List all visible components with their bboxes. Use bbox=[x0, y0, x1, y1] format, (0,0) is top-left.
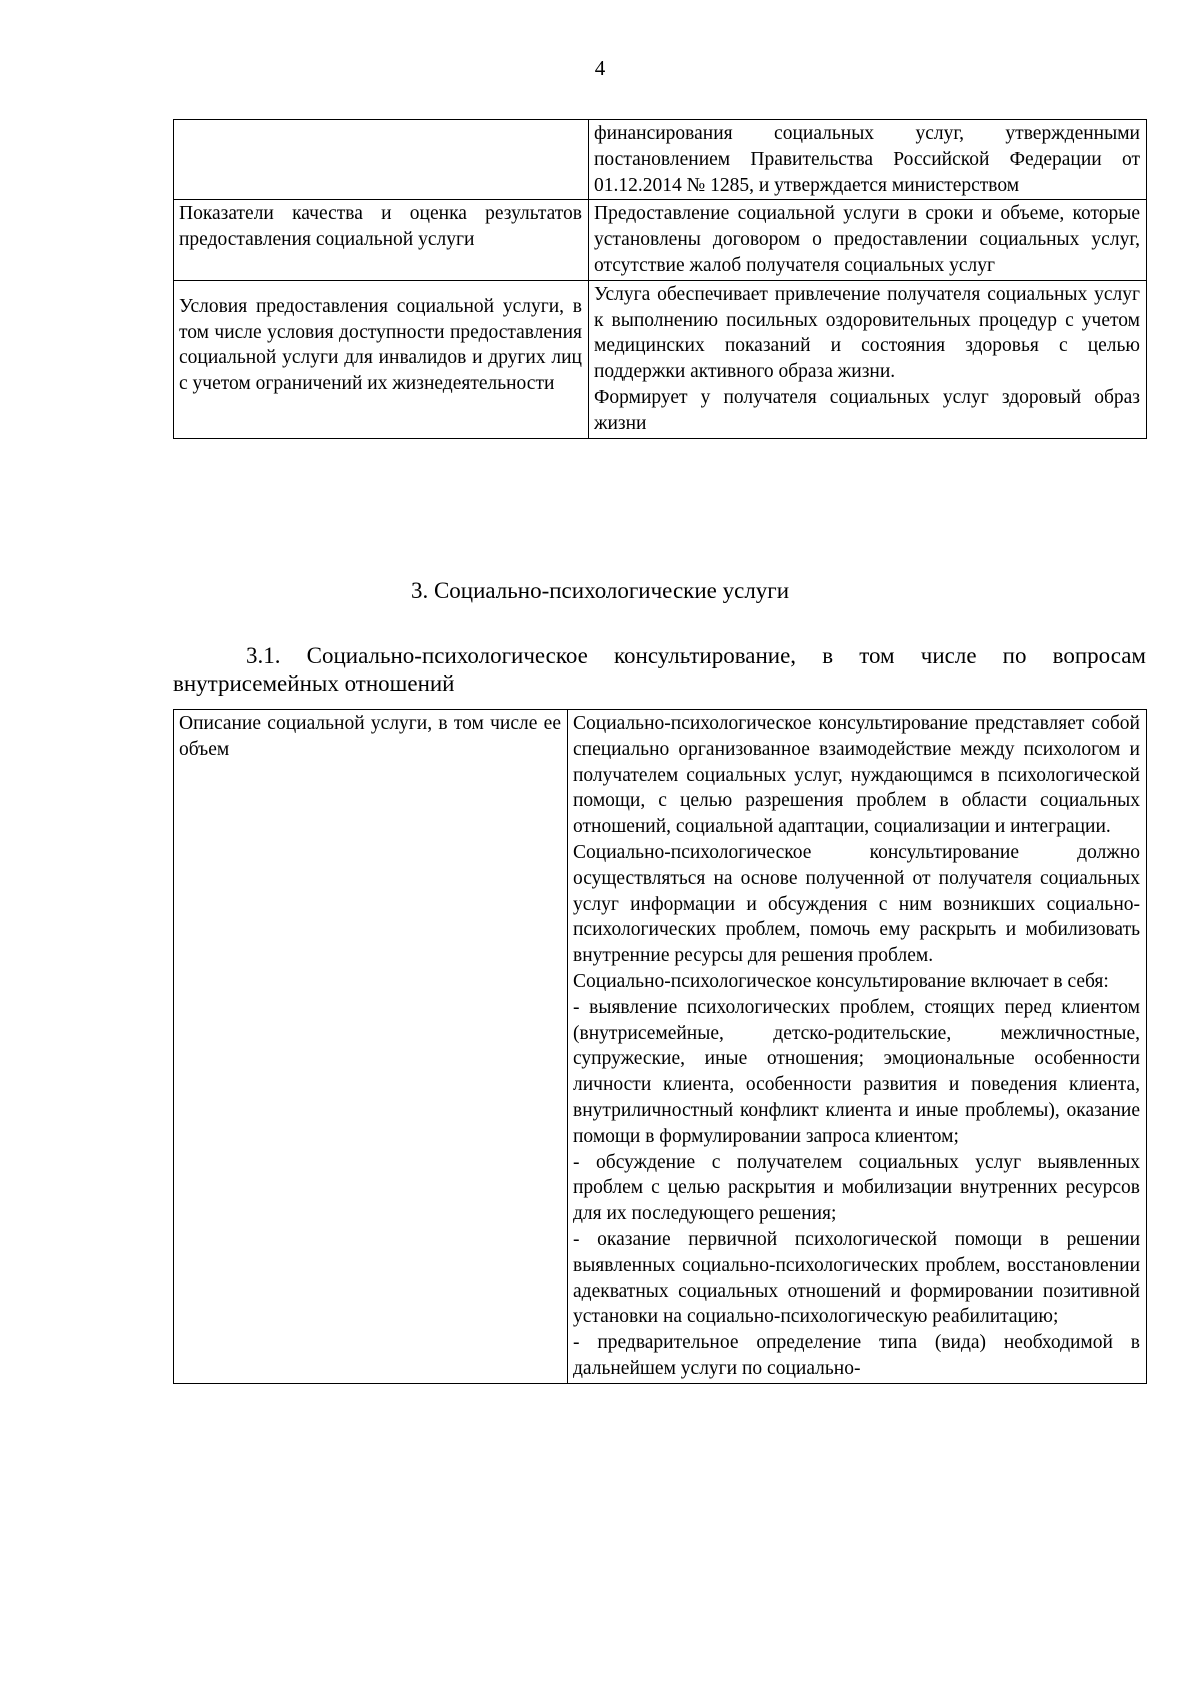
row-content bbox=[589, 200, 1147, 280]
content-paragraph: Социально-психологическое консультирование представляет собой специально организованное взаимодействие между психологом и получателем социальных услуг, нуждающимся в психологической помощи, с целью разрешения проблем в области социальных отношений, социальной адаптации, социализации и интеграции. bbox=[573, 713, 1140, 838]
table-row bbox=[174, 280, 1147, 438]
content-paragraph: Социально-психологическое консультирование должно осуществляться на основе полученной от получателя социальных услуг информации и обсуждения с ним возникших социально-психологических проблем, помочь ему раскрыть и мобилизовать внутренние ресурсы для решения проблем. bbox=[573, 841, 1140, 967]
service-description-table bbox=[173, 709, 1147, 1384]
content-paragraph: - оказание первичной психологической помощи в решении выявленных социально-психологических проблем, восстановлении адекватных социальных отношений и формировании позитивной установки на социально-психологическую реабилитацию; bbox=[573, 1228, 1140, 1328]
page-number: 4 bbox=[594, 56, 606, 80]
row-label bbox=[174, 120, 589, 200]
content-paragraph: Формирует у получателя социальных услуг здоровый образ жизни bbox=[594, 386, 1140, 434]
row-label: Условия предоставления социальной услуги, в том числе условия доступности предоставления социальной услуги для инвалидов и других лиц с учетом ограничений их жизнедеятельности bbox=[174, 280, 589, 438]
row-label: Описание социальной услуги, в том числе ее объем bbox=[174, 710, 568, 1384]
section-heading: 3. Социально-психологические услуги bbox=[410, 578, 790, 603]
subsection-heading: 3.1. Социально-психологическое консультирование, в том числе по вопросам внутрисемейных отношений bbox=[173, 643, 1146, 696]
content-paragraph: финансирования социальных услуг, утвержденными постановлением Правительства Российской Федерации от 01.12.2014 № 1285, и утверждается министерством bbox=[594, 123, 1140, 196]
content-paragraph: - выявление психологических проблем, стоящих перед клиентом (внутрисемейные, детско-родительские, межличностные, супружеские, иные отношения; эмоциональные особенности личности клиента, особенности развития и поведения клиента, внутриличностный конфликт клиента и иные проблемы), оказание помощи в формулировании запроса клиентом; bbox=[573, 996, 1140, 1147]
row-content bbox=[589, 120, 1147, 200]
content-paragraph: Социально-психологическое консультирование включает в себя: bbox=[573, 970, 1109, 992]
table-row bbox=[174, 710, 1147, 1384]
content-paragraph: Предоставление социальной услуги в сроки и объеме, которые установлены договором о предоставлении социальных услуг, отсутствие жалоб получателя социальных услуг bbox=[594, 203, 1140, 276]
content-paragraph: - обсуждение с получателем социальных услуг выявленных проблем с целью раскрытия и мобилизации внутренних ресурсов для их последующего решения; bbox=[573, 1151, 1140, 1225]
row-content bbox=[568, 710, 1147, 1384]
row-label: Показатели качества и оценка результатов предоставления социальной услуги bbox=[174, 200, 589, 280]
content-paragraph: Услуга обеспечивает привлечение получателя социальных услуг к выполнению посильных оздоровительных процедур с учетом медицинских показаний и состояния здоровья с целью поддержки активного образа жизни. bbox=[594, 283, 1140, 383]
content-paragraph: - предварительное определение типа (вида) необходимой в дальнейшем услуги по социально- bbox=[573, 1332, 1140, 1379]
row-content bbox=[589, 280, 1147, 438]
services-table-continued bbox=[173, 119, 1147, 439]
table-row bbox=[174, 200, 1147, 280]
table-row bbox=[174, 120, 1147, 200]
